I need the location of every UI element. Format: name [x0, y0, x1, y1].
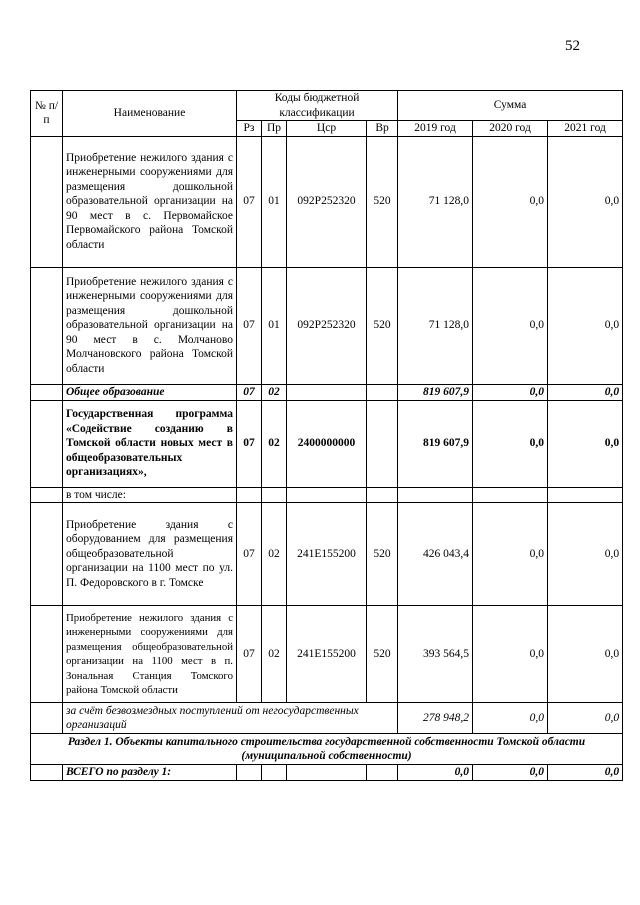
row-csr: 2400000000 [287, 400, 367, 487]
row-2019 [398, 487, 473, 503]
row-csr: 241E155200 [287, 503, 367, 606]
row-pr: 02 [262, 384, 287, 400]
section-row [31, 734, 623, 765]
row-name: Приобретение нежилого здания с инженерными сооружениями для размещения дошкольной образовательной организации на 90 мест в с. Первомайское Первомайского района Томской области [63, 136, 237, 267]
page-number: 52 [565, 38, 580, 54]
row-num-cell [31, 136, 63, 267]
row-num-cell [31, 400, 63, 487]
row-csr [287, 765, 367, 781]
row-num-cell [31, 384, 63, 400]
header-name: Наименование [63, 91, 237, 137]
row-csr: 092P252320 [287, 136, 367, 267]
header-2019: 2019 год [398, 121, 473, 137]
row-vr [367, 384, 398, 400]
row-name: Приобретение здания с оборудованием для размещения общеобразовательной организации на 1100 мест по ул. П. Федоровского в г. Томске [63, 503, 237, 606]
row-name: Приобретение нежилого здания с инженерными сооружениями для размещения общеобразовательной организации на 1100 мест в п. Зональная Станция Томского района Томской области [63, 606, 237, 703]
row-2021: 0,0 [548, 384, 623, 400]
row-num-cell [31, 503, 63, 606]
row-rz: 07 [237, 400, 262, 487]
row-rz [237, 765, 262, 781]
row-rz: 07 [237, 136, 262, 267]
row-rz: 07 [237, 503, 262, 606]
row-vr [367, 487, 398, 503]
row-2021: 0,0 [548, 400, 623, 487]
row-vr: 520 [367, 503, 398, 606]
row-2020: 0,0 [473, 267, 548, 384]
total-label: ВСЕГО по разделу 1: [63, 765, 237, 781]
total-2020: 0,0 [473, 765, 548, 781]
row-csr: 092P252320 [287, 267, 367, 384]
row-2021: 0,0 [548, 703, 623, 734]
row-vr [367, 765, 398, 781]
row-num-cell [31, 606, 63, 703]
header-2021: 2021 год [548, 121, 623, 137]
row-pr: 01 [262, 136, 287, 267]
row-2019: 819 607,9 [398, 400, 473, 487]
row-2020: 0,0 [473, 136, 548, 267]
header-2020: 2020 год [473, 121, 548, 137]
row-2020: 0,0 [473, 606, 548, 703]
row-csr [287, 487, 367, 503]
row-2020: 0,0 [473, 503, 548, 606]
row-2021: 0,0 [548, 606, 623, 703]
header-num: № п/п [31, 91, 63, 137]
row-2019: 71 128,0 [398, 136, 473, 267]
table-row [31, 136, 623, 267]
table-row [31, 384, 623, 400]
table-row [31, 703, 623, 734]
row-vr [367, 400, 398, 487]
row-csr [287, 384, 367, 400]
row-rz: 07 [237, 384, 262, 400]
header-vr: Вр [367, 121, 398, 137]
row-num-cell [31, 703, 63, 734]
row-name: в том числе: [63, 487, 237, 503]
table-row [31, 606, 623, 703]
row-pr: 02 [262, 400, 287, 487]
row-pr [262, 765, 287, 781]
row-name: Приобретение нежилого здания с инженерными сооружениями для размещения дошкольной образовательной организации на 90 мест в с. Молчаново Молчановского района Томской области [63, 267, 237, 384]
header-csr: Цср [287, 121, 367, 137]
table-row [31, 267, 623, 384]
header-sum: Сумма [398, 91, 623, 121]
table-row [31, 503, 623, 606]
row-num-cell [31, 765, 63, 781]
table-row [31, 400, 623, 487]
row-2021 [548, 487, 623, 503]
row-pr [262, 487, 287, 503]
table-row [31, 487, 623, 503]
row-2019: 278 948,2 [398, 703, 473, 734]
row-num-cell [31, 487, 63, 503]
row-csr: 241E155200 [287, 606, 367, 703]
row-2020: 0,0 [473, 703, 548, 734]
row-2021: 0,0 [548, 136, 623, 267]
row-name: Общее образование [63, 384, 237, 400]
row-rz [237, 487, 262, 503]
row-rz: 07 [237, 267, 262, 384]
row-pr: 02 [262, 606, 287, 703]
header-row-1 [31, 91, 623, 121]
total-2021: 0,0 [548, 765, 623, 781]
row-num-cell [31, 267, 63, 384]
budget-table [30, 90, 623, 781]
row-vr: 520 [367, 606, 398, 703]
row-2020: 0,0 [473, 400, 548, 487]
row-vr: 520 [367, 136, 398, 267]
row-2019: 393 564,5 [398, 606, 473, 703]
total-2019: 0,0 [398, 765, 473, 781]
row-2019: 71 128,0 [398, 267, 473, 384]
row-2020 [473, 487, 548, 503]
row-2020: 0,0 [473, 384, 548, 400]
row-2019: 819 607,9 [398, 384, 473, 400]
row-2019: 426 043,4 [398, 503, 473, 606]
row-2021: 0,0 [548, 267, 623, 384]
section-heading: Раздел 1. Объекты капитального строительства государственной собственности Томской области (муниципальной собственности) [31, 734, 623, 765]
header-codes: Коды бюджетной классификации [237, 91, 398, 121]
row-2021: 0,0 [548, 503, 623, 606]
row-vr: 520 [367, 267, 398, 384]
row-name: Государственная программа «Содействие созданию в Томской области новых мест в общеобразовательных организациях», [63, 400, 237, 487]
header-rz: Рз [237, 121, 262, 137]
row-name: за счёт безвозмездных поступлений от негосударственных организаций [63, 703, 398, 734]
row-pr: 02 [262, 503, 287, 606]
total-row [31, 765, 623, 781]
row-pr: 01 [262, 267, 287, 384]
row-rz: 07 [237, 606, 262, 703]
header-pr: Пр [262, 121, 287, 137]
